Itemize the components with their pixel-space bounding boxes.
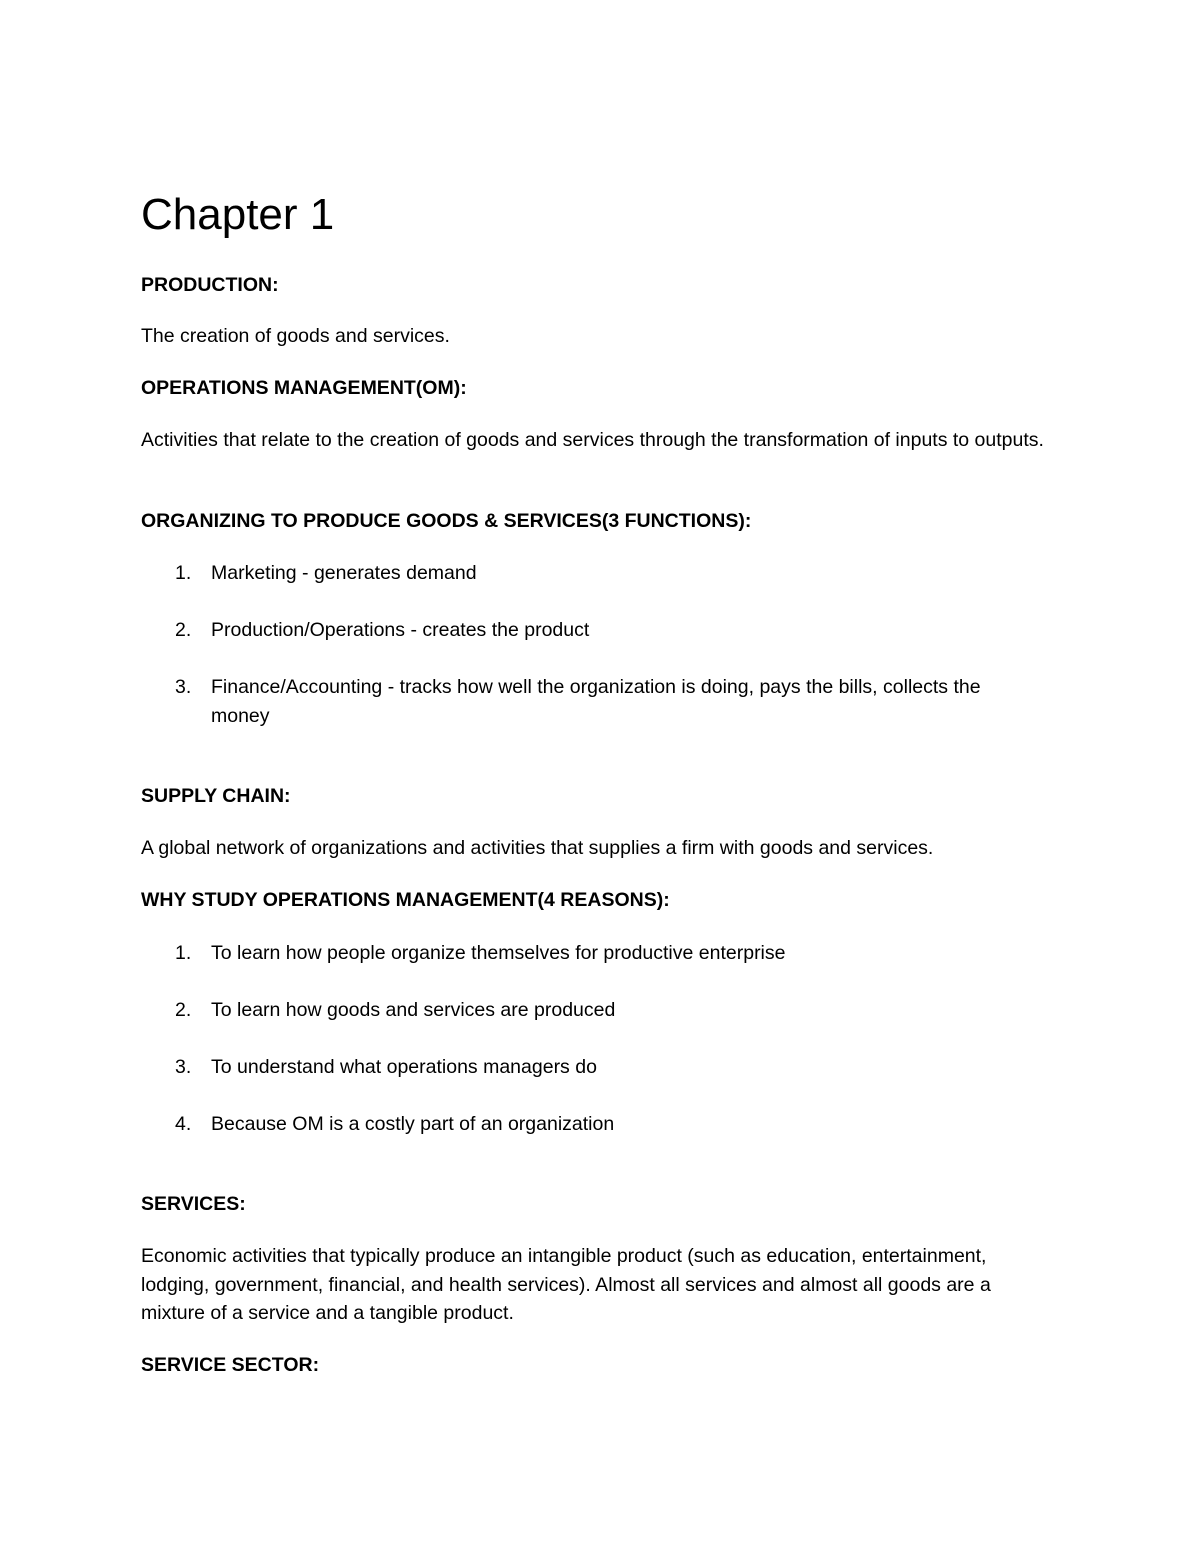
list-item-number: 2. <box>175 999 192 1021</box>
body-production: The creation of goods and services. <box>141 325 450 347</box>
heading-production: PRODUCTION: <box>141 274 279 296</box>
list-item-text: Production/Operations - creates the product <box>211 619 590 641</box>
list-item-text: To learn how people organize themselves for productive enterprise <box>211 942 786 964</box>
heading-service-sector: SERVICE SECTOR: <box>141 1354 320 1376</box>
heading-operations-management: OPERATIONS MANAGEMENT(OM): <box>141 377 467 399</box>
list-item-text: Because OM is a costly part of an organization <box>211 1113 615 1135</box>
list-item-number: 2. <box>175 619 192 641</box>
heading-supply-chain: SUPPLY CHAIN: <box>141 785 291 807</box>
heading-organizing: ORGANIZING TO PRODUCE GOODS & SERVICES(3 FUNCTIONS): <box>141 510 752 532</box>
list-item-number: 1. <box>175 942 192 964</box>
page-title: Chapter 1 <box>141 190 335 239</box>
list-item-number: 3. <box>175 676 192 698</box>
list-item-number: 1. <box>175 562 192 584</box>
list-item-text: To learn how goods and services are produced <box>211 999 616 1021</box>
list-item-text: To understand what operations managers do <box>211 1056 597 1078</box>
list-item-text: Finance/Accounting - tracks how well the organization is doing, pays the bills, collects the money <box>211 676 981 727</box>
heading-why-study: WHY STUDY OPERATIONS MANAGEMENT(4 REASONS): <box>141 889 670 911</box>
body-supply-chain: A global network of organizations and activities that supplies a firm with goods and services. <box>141 837 934 859</box>
list-item-text: Marketing - generates demand <box>211 562 477 584</box>
heading-services: SERVICES: <box>141 1193 246 1215</box>
list-item-number: 4. <box>175 1113 192 1135</box>
body-services: Economic activities that typically produce an intangible product (such as education, entertainment, lodging, government, financial, and health services). Almost all services and almost all goods are a mixture of a service and a tangible product. <box>141 1245 991 1324</box>
body-operations-management: Activities that relate to the creation of goods and services through the transformation of inputs to outputs. <box>141 429 1044 451</box>
list-item-number: 3. <box>175 1056 192 1078</box>
